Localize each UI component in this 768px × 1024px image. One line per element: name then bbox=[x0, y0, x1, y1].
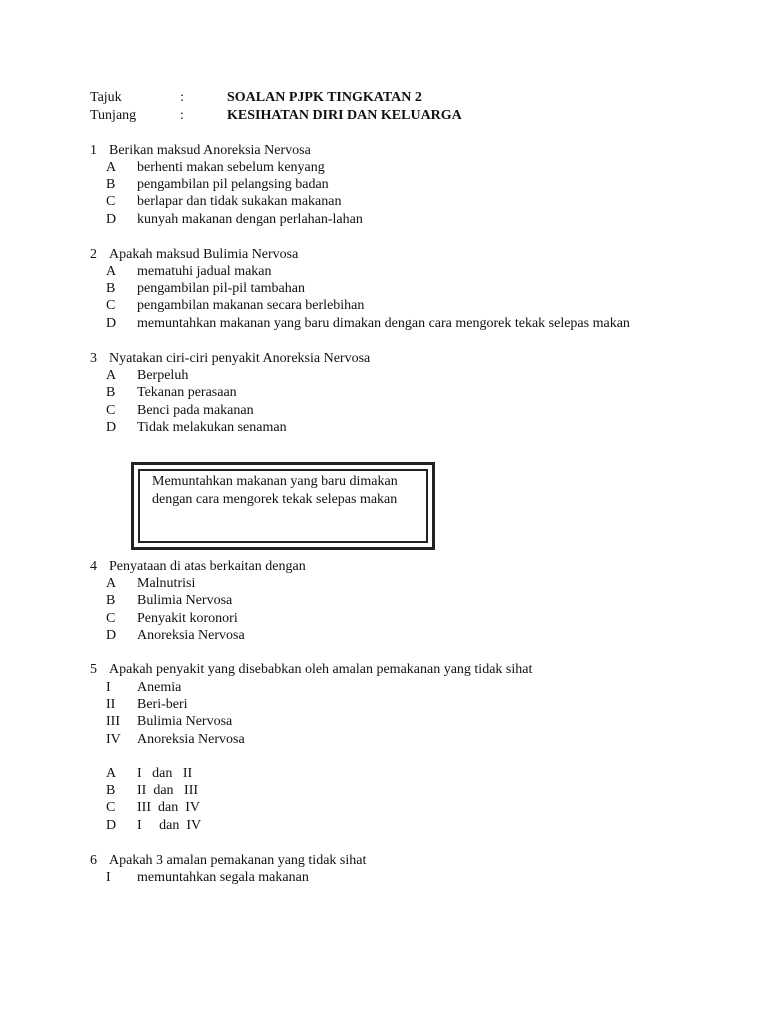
option-letter: D bbox=[106, 420, 117, 435]
question-number: 4 bbox=[90, 559, 97, 574]
option-text: Tidak melakukan senaman bbox=[137, 420, 287, 435]
numeral-text: Bulimia Nervosa bbox=[137, 714, 233, 729]
header-colon: : bbox=[180, 108, 184, 123]
header-label: Tunjang bbox=[90, 108, 137, 123]
question-number: 3 bbox=[90, 351, 97, 366]
question-text: Berikan maksud Anoreksia Nervosa bbox=[109, 143, 311, 158]
option-text: berhenti makan sebelum kenyang bbox=[137, 160, 325, 175]
question-text: Apakah penyakit yang disebabkan oleh amalan pemakanan yang tidak sihat bbox=[109, 662, 533, 677]
numeral-text: Anemia bbox=[137, 680, 182, 695]
question-number: 5 bbox=[90, 662, 97, 677]
option-letter: A bbox=[106, 576, 117, 591]
question-number: 1 bbox=[90, 143, 97, 158]
question-number: 2 bbox=[90, 247, 97, 262]
numeral-text: Beri-beri bbox=[137, 697, 188, 712]
option-text: Bulimia Nervosa bbox=[137, 593, 233, 608]
option-text: Tekanan perasaan bbox=[137, 385, 237, 400]
option-letter: B bbox=[106, 385, 116, 400]
roman-numeral: II bbox=[106, 697, 116, 712]
option-text: pengambilan pil-pil tambahan bbox=[137, 281, 305, 296]
option-text: III dan IV bbox=[137, 800, 200, 815]
option-text: pengambilan makanan secara berlebihan bbox=[137, 298, 365, 313]
header-title: SOALAN PJPK TINGKATAN 2 bbox=[227, 90, 422, 105]
option-text: I dan IV bbox=[137, 818, 202, 833]
option-letter: A bbox=[106, 264, 117, 279]
option-text: kunyah makanan dengan perlahan-lahan bbox=[137, 212, 363, 227]
option-letter: C bbox=[106, 194, 116, 209]
option-text: pengambilan pil pelangsing badan bbox=[137, 177, 329, 192]
question-text: Nyatakan ciri-ciri penyakit Anoreksia Nervosa bbox=[109, 351, 371, 366]
header-subtitle: KESIHATAN DIRI DAN KELUARGA bbox=[227, 108, 462, 123]
option-text: I dan II bbox=[137, 766, 193, 781]
option-text: Benci pada makanan bbox=[137, 403, 254, 418]
statement-box bbox=[131, 462, 435, 550]
option-letter: B bbox=[106, 783, 116, 798]
option-letter: A bbox=[106, 766, 117, 781]
option-letter: B bbox=[106, 177, 116, 192]
option-text: II dan III bbox=[137, 783, 199, 798]
statement-line: Memuntahkan makanan yang baru dimakan bbox=[152, 474, 398, 489]
roman-numeral: I bbox=[106, 680, 111, 695]
statement-text bbox=[152, 473, 398, 509]
option-letter: D bbox=[106, 818, 117, 833]
question-text: Apakah 3 amalan pemakanan yang tidak sihat bbox=[109, 853, 367, 868]
numeral-text: memuntahkan segala makanan bbox=[137, 870, 309, 885]
option-letter: A bbox=[106, 160, 117, 175]
header-label: Tajuk bbox=[90, 90, 122, 105]
option-letter: D bbox=[106, 316, 117, 331]
numeral-text: Anoreksia Nervosa bbox=[137, 732, 245, 747]
roman-numeral: I bbox=[106, 870, 111, 885]
option-letter: D bbox=[106, 628, 117, 643]
question-number: 6 bbox=[90, 853, 97, 868]
option-text: Berpeluh bbox=[137, 368, 189, 383]
option-letter: A bbox=[106, 368, 117, 383]
option-letter: B bbox=[106, 593, 116, 608]
question-text: Penyataan di atas berkaitan dengan bbox=[109, 559, 306, 574]
statement-line: dengan cara mengorek tekak selepas makan bbox=[152, 492, 398, 507]
option-letter: B bbox=[106, 281, 116, 296]
option-text: Penyakit koronori bbox=[137, 611, 238, 626]
option-text: Anoreksia Nervosa bbox=[137, 628, 245, 643]
option-text: Malnutrisi bbox=[137, 576, 196, 591]
option-letter: C bbox=[106, 611, 116, 626]
question-text: Apakah maksud Bulimia Nervosa bbox=[109, 247, 299, 262]
option-text: mematuhi jadual makan bbox=[137, 264, 272, 279]
roman-numeral: IV bbox=[106, 732, 121, 747]
header-colon: : bbox=[180, 90, 184, 105]
option-text: berlapar dan tidak sukakan makanan bbox=[137, 194, 342, 209]
option-letter: C bbox=[106, 298, 116, 313]
option-letter: C bbox=[106, 800, 116, 815]
option-letter: D bbox=[106, 212, 117, 227]
option-text: memuntahkan makanan yang baru dimakan dengan cara mengorek tekak selepas makan bbox=[137, 316, 630, 331]
roman-numeral: III bbox=[106, 714, 120, 729]
option-letter: C bbox=[106, 403, 116, 418]
